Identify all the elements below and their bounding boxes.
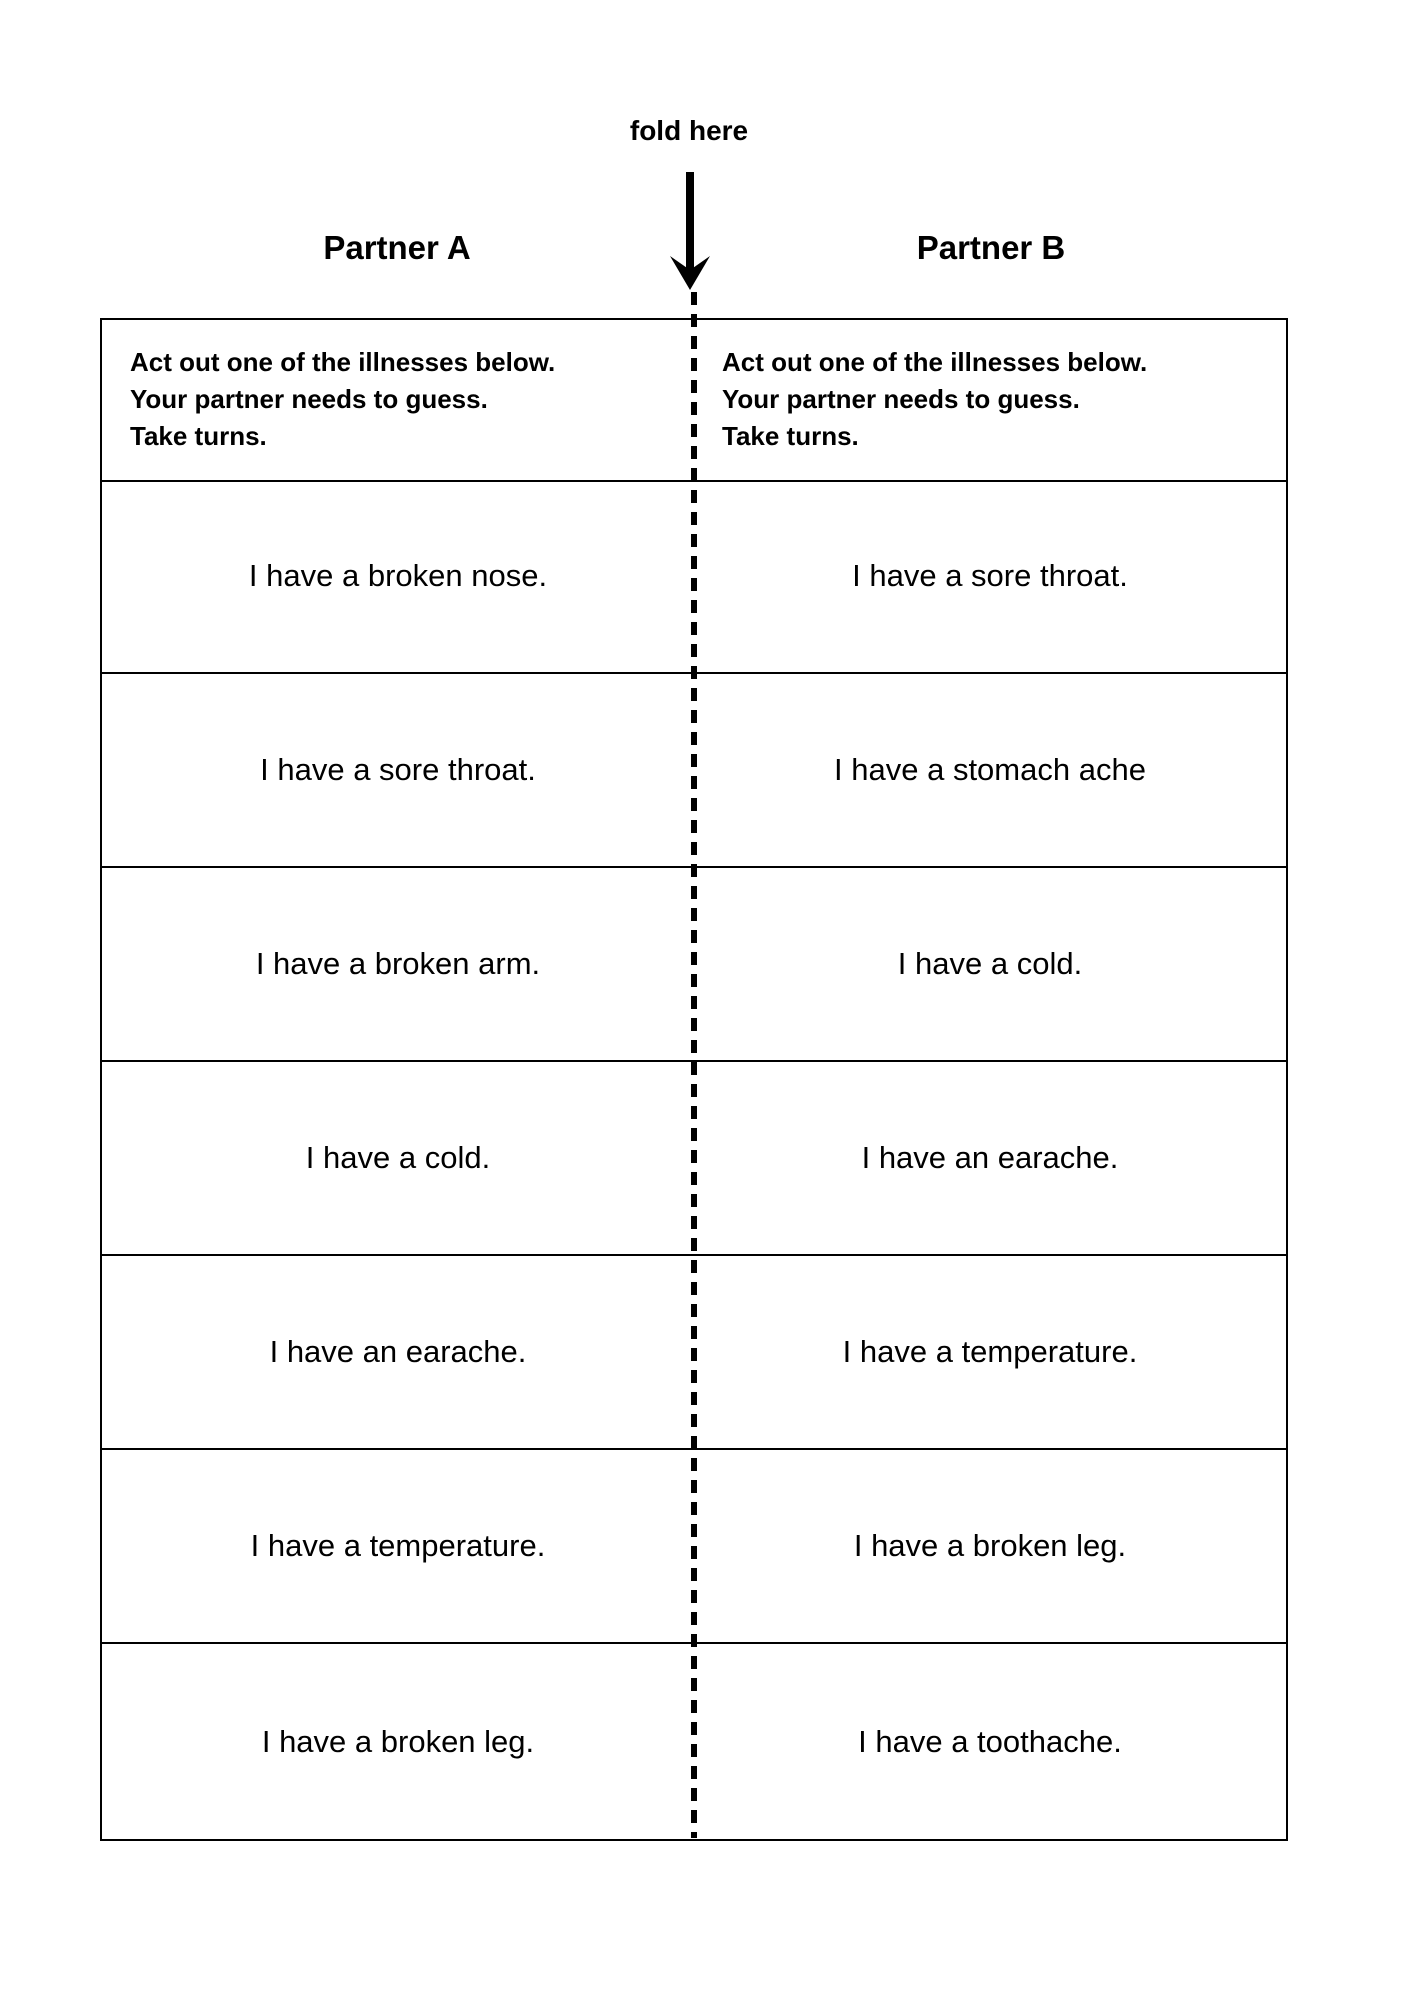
instruction-line: Act out one of the illnesses below. (130, 347, 556, 377)
instruction-line: Act out one of the illnesses below. (722, 347, 1148, 377)
instruction-line: Take turns. (722, 421, 859, 451)
partner-a-card: I have a temperature. (250, 1528, 546, 1563)
partner-a-card: I have a sore throat. (260, 752, 536, 787)
partner-b-card: I have a sore throat. (852, 558, 1128, 593)
partner-a-card: I have a cold. (305, 1140, 491, 1175)
partner-b-card: I have a toothache. (858, 1723, 1122, 1759)
instruction-line: Your partner needs to guess. (722, 384, 1080, 414)
partner-a-card: I have a broken nose. (248, 558, 548, 593)
partner-b-heading: Partner B (916, 229, 1066, 266)
partner-a-card: I have an earache. (269, 1334, 527, 1369)
partner-b-card: I have a broken leg. (853, 1528, 1127, 1563)
instruction-line: Your partner needs to guess. (130, 384, 488, 414)
partner-b-instructions (694, 320, 1286, 480)
partner-b-card: I have a temperature. (842, 1334, 1138, 1369)
partner-a-instructions (102, 320, 694, 480)
partner-a-card: I have a broken arm. (255, 946, 541, 981)
fold-here-label: fold here (629, 115, 749, 146)
fold-dashed-line (691, 292, 697, 1838)
instruction-line: Take turns. (130, 421, 267, 451)
partner-b-card: I have an earache. (861, 1140, 1119, 1175)
partner-b-card: I have a cold. (897, 946, 1083, 981)
partner-a-card: I have a broken leg. (261, 1723, 535, 1759)
partner-b-card: I have a stomach ache (834, 752, 1146, 787)
partner-a-heading: Partner A (323, 229, 471, 266)
